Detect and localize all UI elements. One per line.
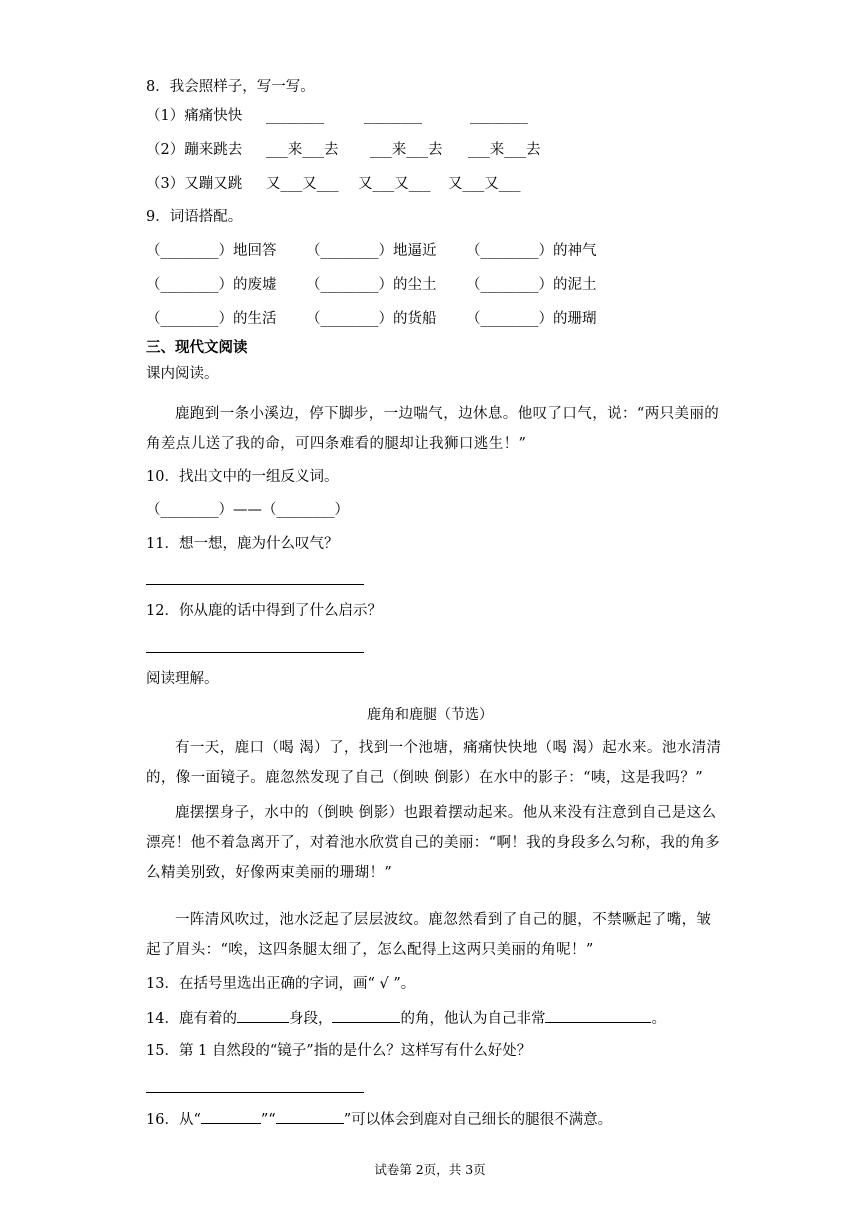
q16-line: [146, 1109, 612, 1130]
q14-part-b: 身段，: [288, 1011, 333, 1027]
reading1-intro: 课内阅读。: [146, 366, 219, 382]
q14-blank-3[interactable]: [545, 1008, 651, 1023]
q8-row2-blank3[interactable]: ___来___去: [468, 142, 541, 158]
reading2-paragraph-2: 鹿摆摆身子，水中的（倒映 倒影）也跟着摆动起来。他从来没有注意到自己是这么漂亮！他不着急离开了，对着池水欣赏自己的美丽：“啊！我的身段多么匀称，我的角多么精美别致，好像两束美丽的珊瑚！”: [146, 805, 721, 881]
reading1-passage: 鹿跑到一条小溪边，停下脚步，一边喘气，边休息。他叹了口气，说：“两只美丽的角差点儿送了我的命，可四条难看的腿却让我狮口逃生！”: [146, 406, 720, 452]
q9-cell[interactable]: （________）地逼近: [306, 243, 437, 259]
q10-text: 10．找出文中的一组反义词。: [146, 469, 339, 485]
q14-line: [146, 1008, 666, 1029]
q11-text: 11．想一想，鹿为什么叹气？: [146, 536, 339, 552]
q15-text: 15．第 1 自然段的“镜子”指的是什么？这样写有什么好处？: [146, 1043, 532, 1059]
q14-part-d: 。: [651, 1011, 666, 1027]
q8-row2-blank2[interactable]: ___来___去: [370, 142, 443, 158]
q8-title: 8．我会照样子，写一写。: [146, 79, 315, 95]
q14-part-a: 14．鹿有着的: [146, 1011, 237, 1027]
q16-blank-1[interactable]: [201, 1109, 261, 1124]
section-heading: 三、现代文阅读: [146, 339, 248, 356]
q16-part-a: 16．从“: [146, 1112, 201, 1128]
reading2-paragraph-1: 有一天，鹿口（喝 渴）了，找到一个池塘，痛痛快快地（喝 渴）起水来。池水清清的，像一面镜子。鹿忽然发现了自己（倒映 倒影）在水中的影子：“咦，这是我吗？”: [146, 740, 722, 786]
q9-cell[interactable]: （________）的泥土: [466, 277, 597, 293]
q16-part-c: ”可以体会到鹿对自己细长的腿很不满意。: [343, 1112, 613, 1128]
q12-text: 12．你从鹿的话中得到了什么启示？: [146, 603, 382, 619]
q9-cell[interactable]: （________）的神气: [466, 243, 597, 259]
q9-cell[interactable]: （________）的废墟: [146, 277, 277, 293]
q9-cell[interactable]: （________）地回答: [146, 243, 277, 259]
q8-row2-label: （2）蹦来跳去: [146, 142, 243, 158]
q9-cell[interactable]: （________）的货船: [306, 311, 437, 327]
q8-row3-label: （3）又蹦又跳: [146, 176, 243, 192]
q8-row2-blank1[interactable]: ___来___去: [266, 142, 339, 158]
q10-answer-blank[interactable]: （________）——（________）: [146, 502, 349, 518]
page-footer: 试卷第 2页，共 3页: [374, 1162, 486, 1177]
q16-blank-2[interactable]: [276, 1109, 344, 1124]
q14-part-c: 的角，他认为自己非常: [400, 1011, 546, 1027]
q15-answer-line[interactable]: [146, 1092, 364, 1093]
reading2-paragraph-3: 一阵清风吹过，池水泛起了层层波纹。鹿忽然看到了自己的腿，不禁噘起了嘴，皱起了眉头：“唉，这四条腿太细了，怎么配得上这两只美丽的角呢！”: [146, 912, 712, 958]
q8-row3-blank2[interactable]: 又___又___: [358, 176, 431, 192]
q9-cell[interactable]: （________）的珊瑚: [466, 311, 597, 327]
q14-blank-1[interactable]: [237, 1008, 289, 1023]
q8-row1-label: （1）痛痛快快: [146, 108, 243, 124]
q9-cell[interactable]: （________）的尘土: [306, 277, 437, 293]
q9-title: 9．词语搭配。: [146, 209, 243, 225]
q13-text: 13．在括号里选出正确的字词，画“ √ ”。: [146, 976, 416, 992]
q8-row1-blank1[interactable]: ________: [266, 108, 324, 124]
reading2-title: 鹿角和鹿腿（节选）: [367, 707, 493, 723]
q9-cell[interactable]: （________）的生活: [146, 311, 277, 327]
reading2-intro: 阅读理解。: [146, 671, 219, 687]
q16-part-b: ”“: [260, 1112, 276, 1128]
q12-answer-line[interactable]: [146, 652, 364, 653]
q8-row3-blank3[interactable]: 又___又___: [448, 176, 521, 192]
q8-row1-blank3[interactable]: ________: [470, 108, 528, 124]
q14-blank-2[interactable]: [332, 1008, 400, 1023]
q8-row1-blank2[interactable]: ________: [364, 108, 422, 124]
q8-row3-blank1[interactable]: 又___又___: [266, 176, 339, 192]
q11-answer-line[interactable]: [146, 584, 364, 585]
